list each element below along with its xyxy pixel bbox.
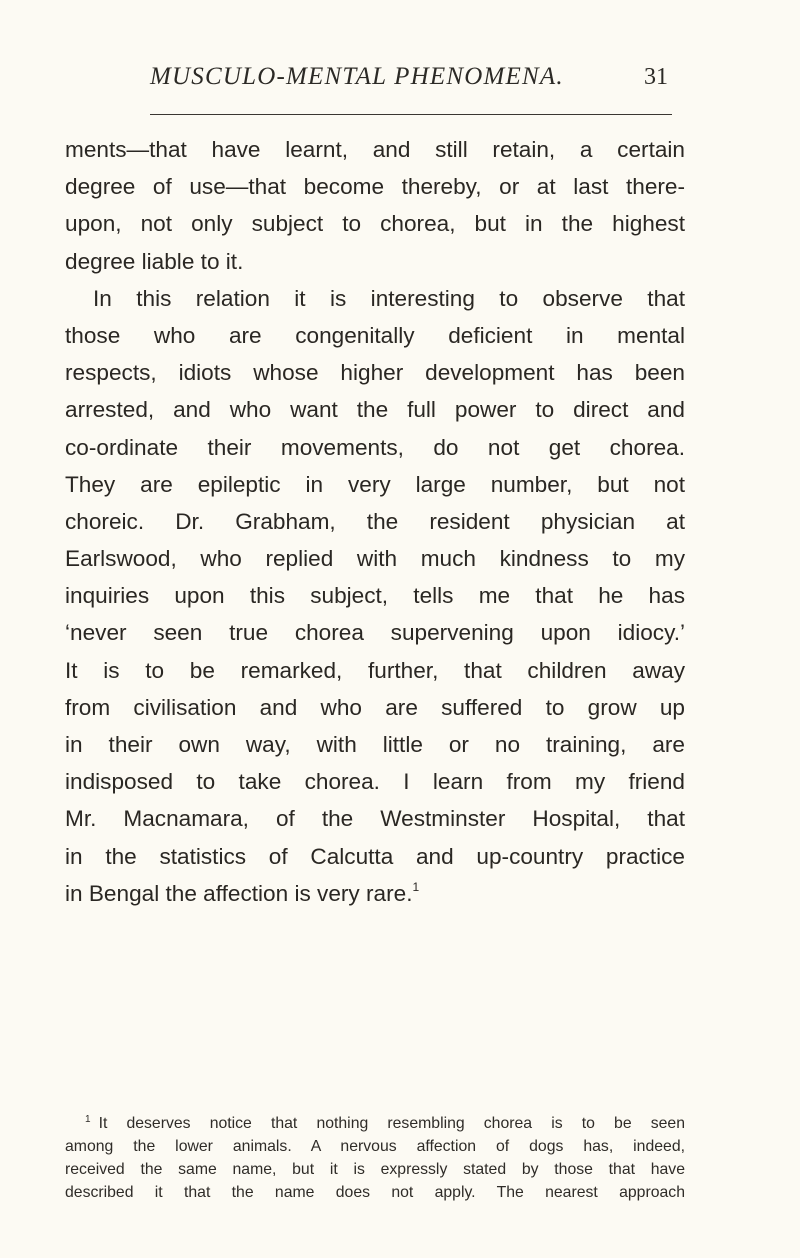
text-line: ‘never seen true chorea supervening upon idiocy.’ [65, 620, 685, 646]
footnote-line: among the lower animals. A nervous affection of dogs has, indeed, [65, 1138, 685, 1155]
text-line: Mr. Macnamara, of the Westminster Hospital, that [65, 806, 685, 832]
running-title: MUSCULO-MENTAL PHENOMENA. [150, 63, 564, 90]
footnote [65, 1112, 685, 1204]
footnote-marker: 1 [85, 1114, 91, 1125]
footnote-line: described it that the name does not apply. The nearest approach [65, 1184, 685, 1201]
text-line: in their own way, with little or no training, are [65, 732, 685, 757]
text-line: choreic. Dr. Grabham, the resident physician at [65, 508, 685, 534]
text-line: from civilisation and who are suffered to grow up [65, 694, 685, 720]
footnote-reference: 1 [412, 879, 420, 894]
text-line-with-note [65, 875, 685, 912]
text-line: indisposed to take chorea. I learn from my friend [65, 769, 685, 795]
text-line: in the statistics of Calcutta and up-country practice [65, 843, 685, 869]
text-line: degree of use—that become thereby, or at last there- [65, 174, 685, 200]
text-line: respects, idiots whose higher development has been [65, 360, 685, 386]
text-line: those who are congenitally deficient in mental [65, 322, 685, 348]
paragraph-start-line: In this relation it is interesting to observe that [93, 285, 685, 311]
text-line: degree liable to it. [65, 248, 244, 274]
body-text [65, 131, 685, 912]
text-line: upon, not only subject to chorea, but in the highest [65, 211, 685, 237]
page-number: 31 [644, 64, 668, 90]
footnote-line: received the same name, but it is expressly stated by those that have [65, 1161, 685, 1178]
text-line: They are epileptic in very large number, but not [65, 471, 685, 497]
footnote-text: It deserves notice that nothing resembling chorea is to be seen [98, 1115, 685, 1132]
text-line: in Bengal the affection is very rare. [65, 880, 413, 906]
text-line: co-ordinate their movements, do not get chorea. [65, 434, 685, 460]
text-line: ments—that have learnt, and still retain, a certain [65, 137, 685, 162]
text-line: Earlswood, who replied with much kindness to my [65, 546, 685, 572]
running-head [150, 63, 670, 95]
header-rule [150, 114, 672, 115]
footnote-line [65, 1112, 685, 1135]
text-line: arrested, and who want the full power to direct and [65, 397, 685, 423]
text-line: inquiries upon this subject, tells me that he has [65, 583, 685, 609]
text-line: It is to be remarked, further, that children away [65, 657, 685, 683]
